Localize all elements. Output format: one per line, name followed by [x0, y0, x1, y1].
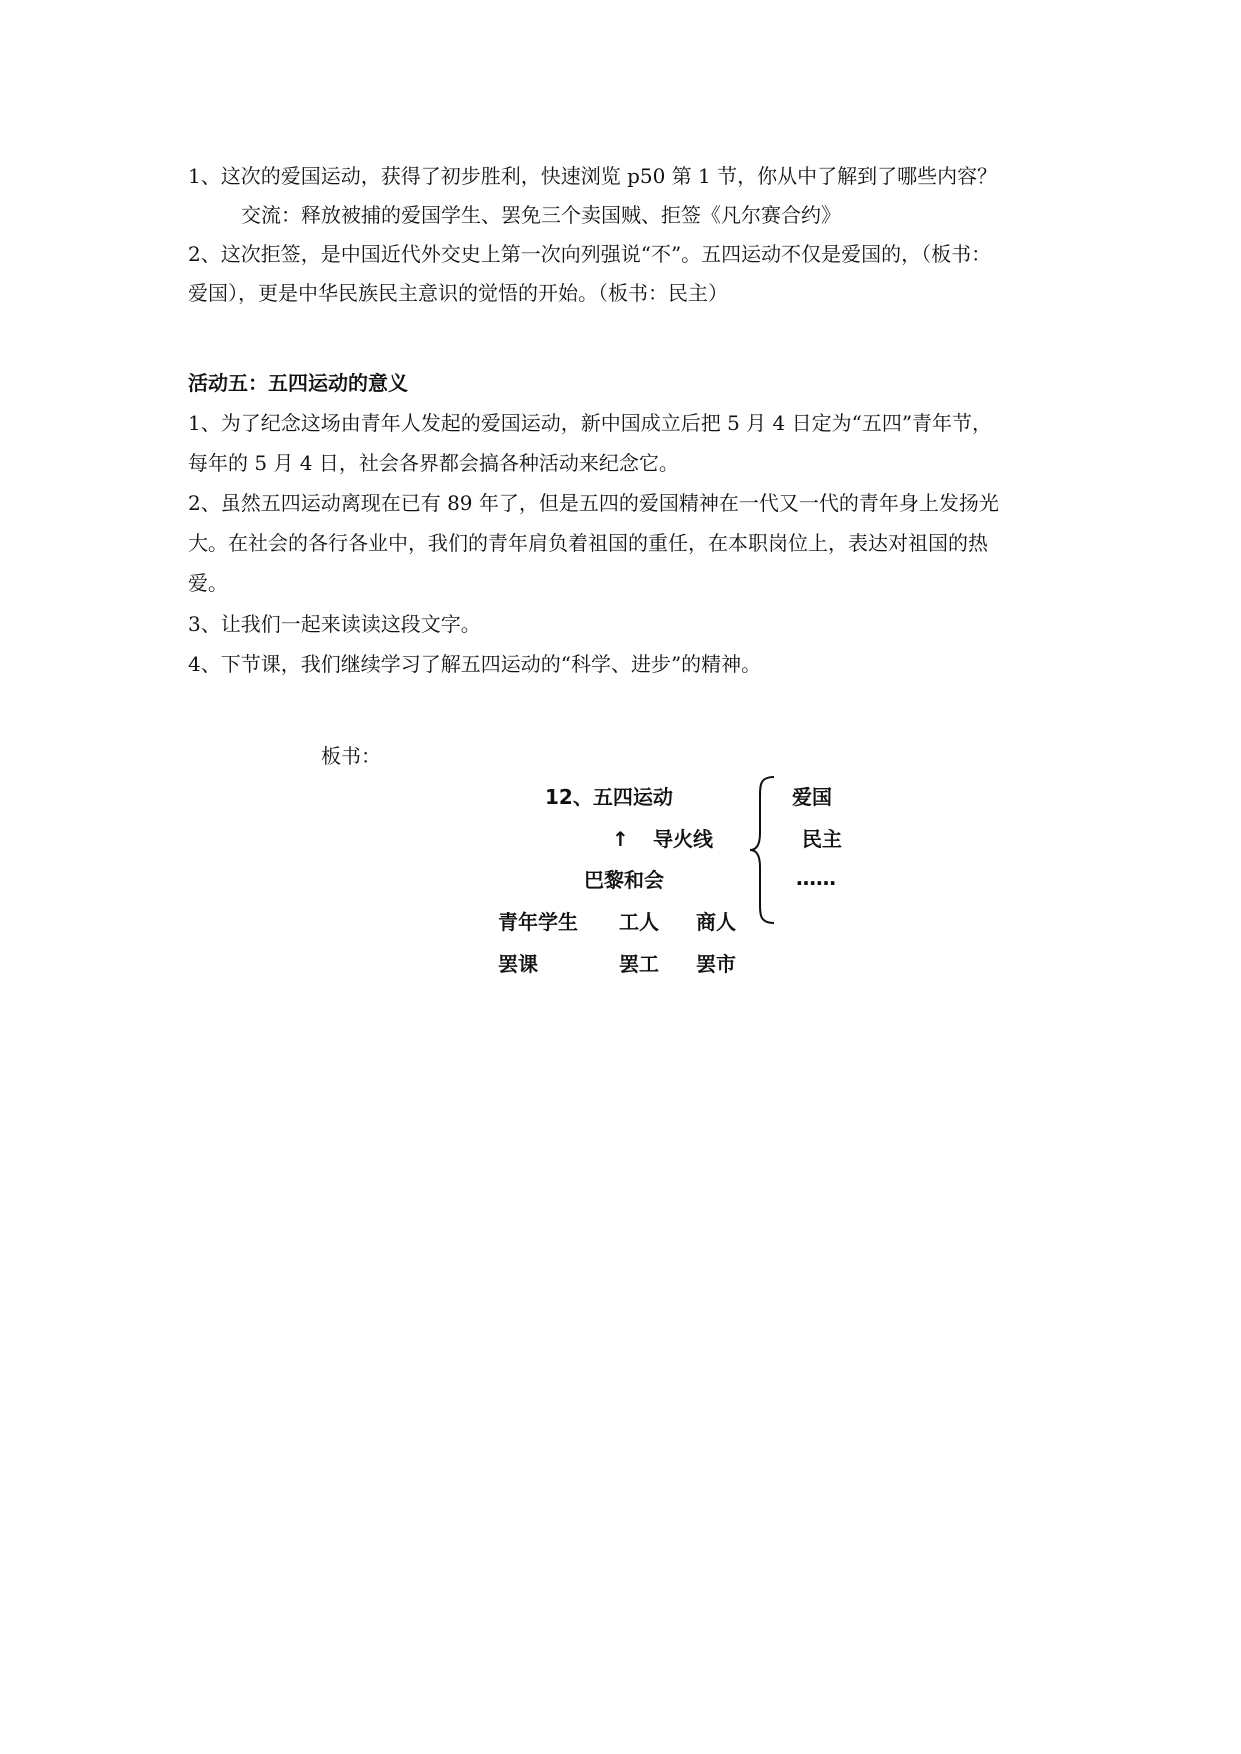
paragraph-question-1: 1、这次的爱国运动，获得了初步胜利，快速浏览 p50 第 1 节，你从中了解到了哪些内容？: [188, 164, 998, 188]
board-patriotic: 爱国: [792, 785, 832, 809]
board-students: 青年学生: [498, 910, 578, 934]
arrow-up-icon: ↑: [612, 827, 629, 851]
paragraph-meaning-2: 2、虽然五四运动离现在已有 89 年了，但是五四的爱国精神在一代又一代的青年身上发扬光: [188, 491, 999, 515]
board-strike-work: 罢工: [619, 952, 659, 976]
paragraph-meaning-1-cont: 每年的 5 月 4 日，社会各界都会搞各种活动来纪念它。: [188, 451, 679, 475]
section-heading: 活动五：五四运动的意义: [188, 371, 408, 395]
board-label: 板书：: [321, 744, 381, 768]
paragraph-meaning-2-cont: 大。在社会的各行各业中，我们的青年肩负着祖国的重任，在本职岗位上，表达对祖国的热: [188, 531, 988, 555]
paragraph-meaning-3: 3、让我们一起来读读这段文字。: [188, 612, 481, 636]
board-merchants: 商人: [696, 910, 736, 934]
board-democracy: 民主: [802, 827, 842, 851]
paragraph-question-2: 2、这次拒签，是中国近代外交史上第一次向列强说“不”。五四运动不仅是爱国的，（板书：: [188, 242, 992, 266]
curly-brace-icon: [748, 775, 778, 925]
paragraph-meaning-1: 1、为了纪念这场由青年人发起的爱国运动，新中国成立后把 5 月 4 日定为“五四”青年节，: [188, 411, 993, 435]
board-paris: 巴黎和会: [584, 868, 664, 892]
board-strike-market: 罢市: [696, 952, 736, 976]
paragraph-meaning-4: 4、下节课，我们继续学习了解五四运动的“科学、进步”的精神。: [188, 652, 762, 676]
board-ellipsis: ……: [796, 866, 836, 890]
paragraph-exchange: 交流：释放被捕的爱国学生、罢免三个卖国贼、拒签《凡尔赛合约》: [241, 203, 841, 227]
board-fuse: 导火线: [653, 827, 713, 851]
board-title: 12、五四运动: [545, 785, 673, 809]
board-workers: 工人: [619, 910, 659, 934]
paragraph-question-2-cont: 爱国），更是中华民族民主意识的觉悟的开始。（板书：民主）: [188, 281, 728, 305]
board-strike-class: 罢课: [498, 952, 538, 976]
paragraph-meaning-2-end: 爱。: [188, 571, 228, 595]
